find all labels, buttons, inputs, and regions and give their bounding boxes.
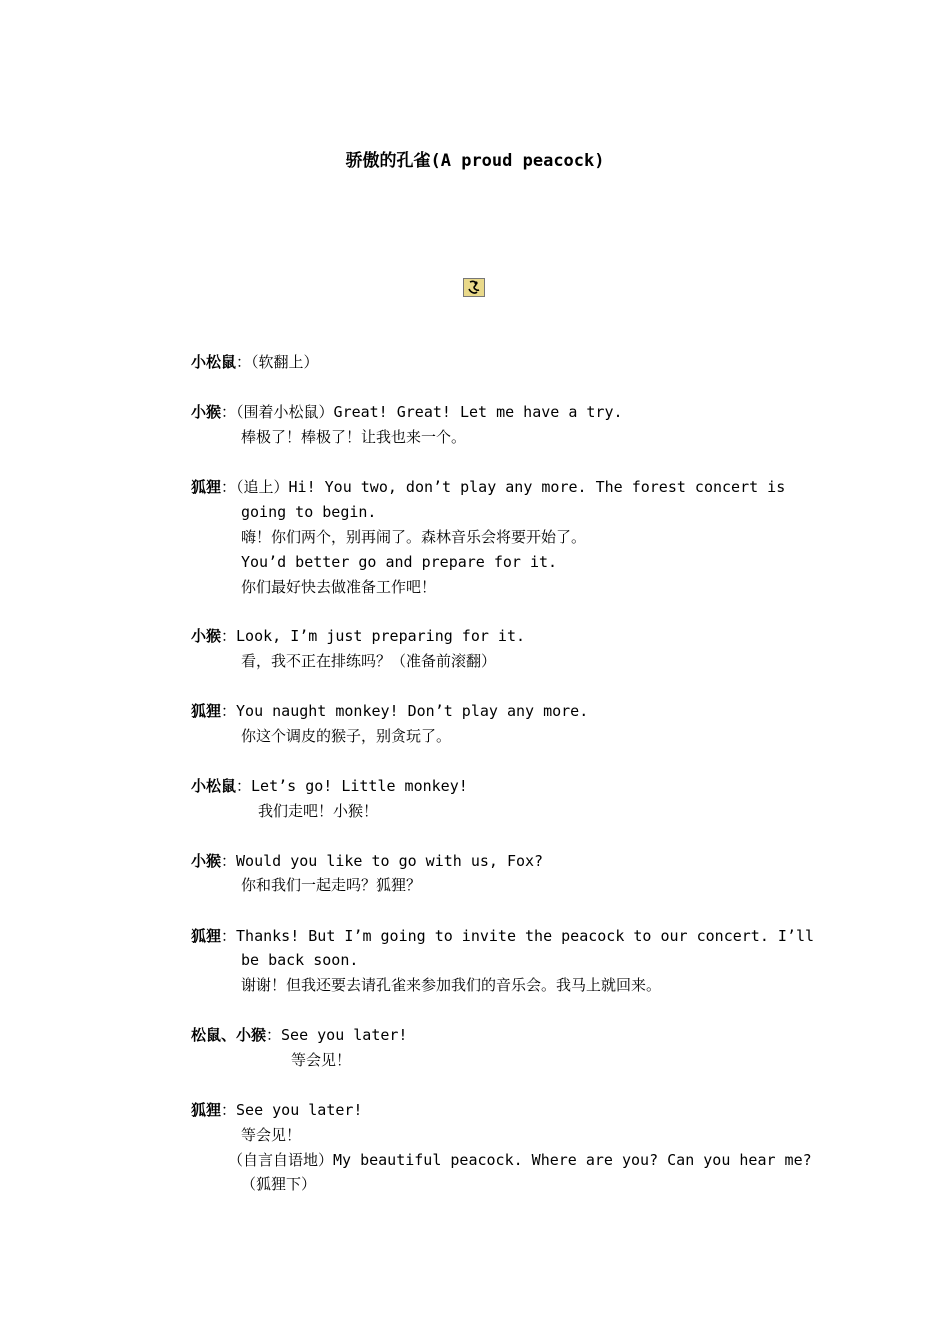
dialogue-line: 松鼠、小猴：See you later! bbox=[191, 1026, 408, 1044]
dialogue-line: 狐狸：Thanks! But I’m going to invite the peacock to our concert. I’ll bbox=[191, 927, 814, 945]
translation-line: 嗨！你们两个，别再闹了。森林音乐会将要开始了。 bbox=[241, 528, 587, 546]
line-text: （软翻上） bbox=[251, 353, 319, 371]
translation-line: 你和我们一起走吗？狐狸？ bbox=[241, 876, 422, 894]
translation-line: 你这个调皮的猴子，别贪玩了。 bbox=[241, 727, 452, 745]
line-text: （围着小松鼠）Great! Great! Let me have a try. bbox=[236, 403, 623, 421]
dialogue-line: 小猴：（围着小松鼠）Great! Great! Let me have a try. bbox=[191, 403, 623, 421]
line-text: Look, I’m just preparing for it. bbox=[236, 627, 526, 645]
image-placeholder-icon bbox=[463, 278, 485, 297]
line-text: Let’s go! Little monkey! bbox=[251, 777, 468, 795]
line-text: You naught monkey! Don’t play any more. bbox=[236, 702, 589, 720]
aside-line: （自言自语地）My beautiful peacock. Where are you? Can you hear me? bbox=[228, 1151, 812, 1169]
speaker-name: 狐狸 bbox=[191, 1101, 222, 1119]
continuation-line: be back soon. bbox=[241, 951, 359, 969]
dialogue-line: 小猴：Look, I’m just preparing for it. bbox=[191, 627, 526, 645]
speaker-name: 小猴 bbox=[191, 403, 222, 421]
translation-line: 我们走吧！小猴！ bbox=[258, 802, 379, 820]
dialogue-line: 狐狸：See you later! bbox=[191, 1101, 363, 1119]
translation-line: 谢谢！但我还要去请孔雀来参加我们的音乐会。我马上就回来。 bbox=[241, 976, 662, 994]
speaker-name: 狐狸 bbox=[191, 478, 222, 496]
speaker-name: 狐狸 bbox=[191, 927, 222, 945]
continuation-line: going to begin. bbox=[241, 503, 377, 521]
line-text: See you later! bbox=[281, 1026, 408, 1044]
dialogue-line: 狐狸：（追上）Hi! You two, don’t play any more. The forest concert is bbox=[191, 478, 786, 496]
speaker-name: 狐狸 bbox=[191, 702, 222, 720]
continuation-line: You’d better go and prepare for it. bbox=[241, 553, 558, 571]
line-text: Thanks! But I’m going to invite the peacock to our concert. I’ll bbox=[236, 927, 814, 945]
stage-direction: （狐狸下） bbox=[241, 1175, 317, 1193]
translation-line: 等会见！ bbox=[241, 1126, 302, 1144]
line-text: See you later! bbox=[236, 1101, 363, 1119]
dialogue-line: 小松鼠：（软翻上） bbox=[191, 353, 319, 371]
speaker-name: 松鼠、小猴 bbox=[191, 1026, 267, 1044]
speaker-name: 小猴 bbox=[191, 627, 222, 645]
dialogue-line: 小猴：Would you like to go with us, Fox? bbox=[191, 852, 544, 870]
speaker-name: 小猴 bbox=[191, 852, 222, 870]
translation-line: 棒极了！棒极了！让我也来一个。 bbox=[241, 428, 467, 446]
speaker-name: 小松鼠 bbox=[191, 353, 237, 371]
speaker-name: 小松鼠 bbox=[191, 777, 237, 795]
line-text: Would you like to go with us, Fox? bbox=[236, 852, 544, 870]
dialogue-line: 狐狸：You naught monkey! Don’t play any more. bbox=[191, 702, 589, 720]
dialogue-line: 小松鼠：Let’s go! Little monkey! bbox=[191, 777, 468, 795]
translation-line: 你们最好快去做准备工作吧！ bbox=[241, 578, 437, 596]
line-text: （追上）Hi! You two, don’t play any more. The forest concert is bbox=[236, 478, 786, 496]
translation-line: 看，我不正在排练吗？（准备前滚翻） bbox=[241, 652, 497, 670]
document-title: 骄傲的孔雀(A proud peacock) bbox=[345, 151, 605, 171]
translation-line: 等会见！ bbox=[291, 1051, 352, 1069]
